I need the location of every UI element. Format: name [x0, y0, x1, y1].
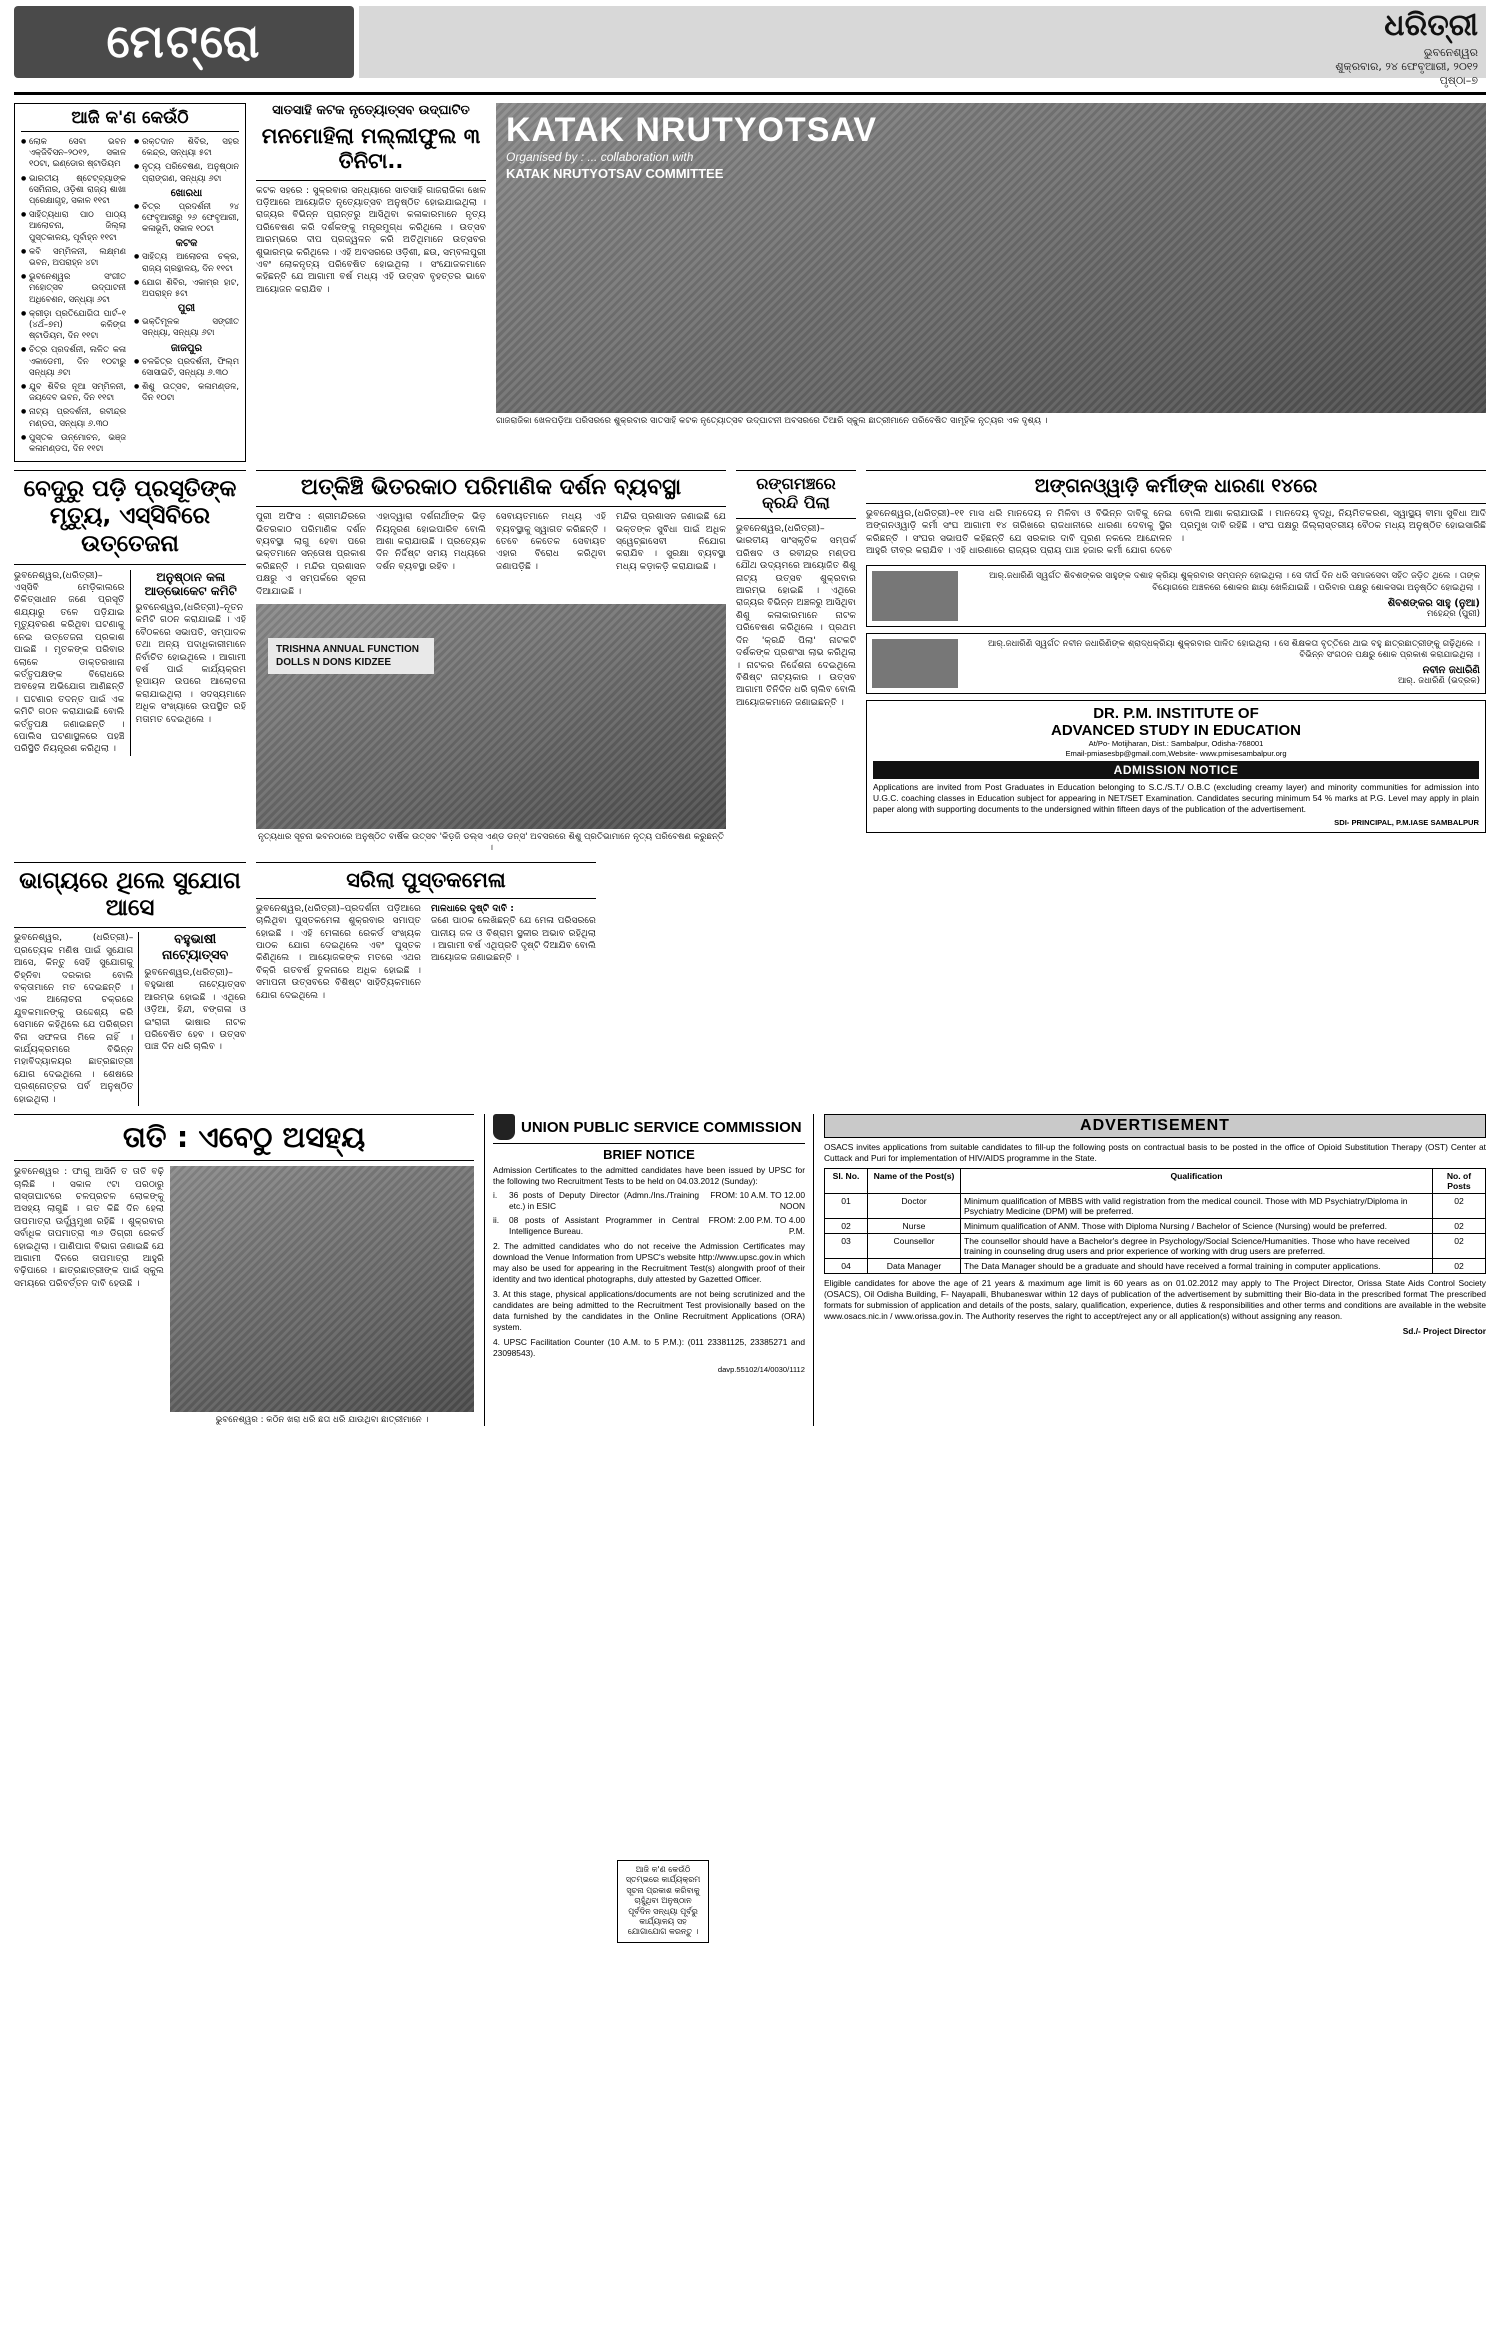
date-line: ଶୁକ୍ରବାର, ୨୪ ଫେବୃଆରୀ, ୨୦୧୨ [1335, 60, 1478, 73]
bahubhasi-headline: ବହୁଭାଷୀ ନାଟ୍ୟୋତ୍ସବ [162, 932, 229, 963]
today-item: ● ଚିତ୍ର ପ୍ରଦର୍ଶନୀ ୨୪ ଫେବୃଆରୀରୁ ୨୬ ଫେବୃଆରୀ, କଳାଭୂମି, ସକାଳ ୧୦ଟା [134, 201, 239, 235]
upsc-item [493, 1190, 805, 1212]
upsc-title: UNION PUBLIC SERVICE COMMISSION [521, 1118, 802, 1136]
pm-institute-ad [866, 700, 1486, 833]
cell-qual: The counsellor should have a Bachelor's degree in Psychology/Social Science/Humanities. Those who have received training in counseling drug users and prior experience of working with drug users are preferred. [961, 1234, 1433, 1259]
upsc-header [493, 1114, 805, 1144]
cell-posts: 02 [1433, 1194, 1486, 1219]
rangamanche-body: ଭୁବନେଶ୍ୱର,(ଧରିତ୍ରୀ)–ଭାରତୀୟ ସାଂସ୍କୃତିକ ସମ୍ପର୍କ ପରିଷଦ ଓ ରବୀନ୍ଦ୍ର ମଣ୍ଡପ ଯୌଥ ଉଦ୍ୟମରେ ଆୟୋଜିତ ଶିଶୁ ନାଟ୍ୟ ଉତ୍ସବ ଶୁକ୍ରବାର ଆରମ୍ଭ ହୋଇଛି । ଏଥିରେ ରାଜ୍ୟର ବିଭିନ୍ନ ଅଞ୍ଚଳରୁ ଆସିଥିବା ଶିଶୁ କଳାକାରମାନେ ନାଟକ ପରିବେଷଣ କରିଥିଲେ । ପ୍ରଥମ ଦିନ 'କ୍ରନ୍ଦି ପିଲା' ନାଟକଟି ଦର୍ଶକଙ୍କ ପ୍ରଶଂସା ଲାଭ କରିଥିଲା । ନାଟକର ନିର୍ଦ୍ଦେଶନା ଦେଇଥିଲେ ବିଶିଷ୍ଟ ନାଟ୍ୟକାର । ଉତ୍ସବ ଆଗାମୀ ତିନିଦିନ ଧରି ଚାଲିବ ବୋଲି ଆୟୋଜକମାନେ ଜଣାଇଛନ୍ତି । [736, 523, 856, 708]
contact-note-box [617, 1860, 709, 1943]
cell-post: Doctor [868, 1194, 961, 1219]
right-rail [866, 470, 1486, 854]
upsc-item [493, 1215, 805, 1237]
nrutyotsav-text-column [256, 103, 486, 462]
nrutyotsav-photo [496, 103, 1486, 413]
today-item: ● ଲୋକ ସେବା ଭବନ ଏକ୍‌ଜିବିସନ–୨୦୧୨, ସକାଳ ୧୦ଟା, ଇଣ୍ଡୋର ଷ୍ଟାଡିୟମ [21, 136, 126, 170]
today-item: ● ପୁସ୍ତକ ଉନ୍ମୋଚନ, ଭଞ୍ଜ କଳାମଣ୍ଡପ, ଦିନ ୧୧ଟା [21, 432, 126, 454]
tati-caption: ଭୁବନେଶ୍ୱର : କଠିନ ଖରା ଧରି ଛତା ଧରି ଯାଉଥିବା ଛାତ୍ରୀମାନେ । [215, 1415, 429, 1426]
today-column [14, 103, 246, 462]
upsc-item-time: FROM: 10 A.M. TO 12.00 NOON [710, 1190, 805, 1212]
advertisement-bar: ADVERTISEMENT [824, 1114, 1486, 1138]
upsc-item-time: FROM: 2.00 P.M. TO 4.00 P.M. [708, 1215, 805, 1237]
today-item: ● ଯୁବ ଶିବିର ନୂଆ ସମ୍ମିଳନୀ, ଜୟଦେବ ଭବନ, ଦିନ ୧୧ଟା [21, 381, 126, 403]
col-post-name: Name of the Post(s) [868, 1169, 961, 1194]
institute-body: Applications are invited from Post Graduates in Education belonging to S.C./S.T./ O.B.C (excluding creamy layer) and minority communities for admission into U.G.C. coaching classes in Education subject for appearing in NET/SET Examination. Candidates securing minimum 54 % marks at P.G. Level may apply in plain paper along with supporting documents to the undersigned within fifteen days of the publication of the advertisement. [873, 782, 1479, 815]
paper-name: ଧରିତ୍ରୀ [1384, 8, 1478, 43]
cell-posts: 02 [1433, 1219, 1486, 1234]
cell-sl: 04 [825, 1259, 868, 1274]
obituary-photo [872, 639, 958, 688]
today-item: ● ଭକ୍ତିମୂଳକ ସଙ୍ଗୀତ ସନ୍ଧ୍ୟା, ସନ୍ଧ୍ୟା ୬ଟା [134, 316, 239, 338]
atkinchi-column [256, 470, 726, 854]
obituary-text: ଆର୍‌.ଜଧାରିଣି ସ୍ୱର୍ଗତ ଶିବଶଙ୍କର ସାହୁଙ୍କ ଦଶାହ କ୍ରିୟା ଶୁକ୍ରବାର ସମ୍ପନ୍ନ ହୋଇଥିଲା । ସେ ଦୀର୍ଘ ଦିନ ଧରି ସମାଜସେବା ସହିତ ଜଡ଼ିତ ଥିଲେ । ତାଙ୍କ ବିୟୋଗରେ ଅଞ୍ଚଳରେ ଶୋକର ଛାୟା ଖେଳିଯାଇଛି । ପରିବାର ପକ୍ଷରୁ ଶୋକସଭା ଅନୁଷ୍ଠିତ ହୋଇଥିଲା । [989, 571, 1480, 593]
cell-sl: 01 [825, 1194, 868, 1219]
today-item: ● ସାହିତ୍ୟଧାରା ପାଠ ପାଠ୍ୟ ଆଲୋଚନା, ଜିଲ୍ଲା ପୁସ୍ତକାଳୟ, ପୂର୍ବାହ୍ନ ୧୧ଟା [21, 209, 126, 243]
nrutyotsav-body: କଟକ ସହରେ : ସୁକ୍ରବାର ସନ୍ଧ୍ୟାରେ ସାତସାହି ଗାଜରାଜିକା ଖେଳ ପଡ଼ିଆରେ ଆୟୋଜିତ ନୃତ୍ୟୋତ୍ସବ ଅନୁଷ୍ଠିତ ହୋଇଯାଇଥିଲା । ରାଜ୍ୟର ବିଭିନ୍ନ ପ୍ରାନ୍ତରୁ ଆସିଥିବା କଳାକାରମାନେ ନୃତ୍ୟ ପରିବେଷଣ କରି ଦର୍ଶକଙ୍କୁ ମନ୍ତ୍ରମୁଗ୍ଧ କରିଥିଲେ । ଉତ୍ସବ ଆରମ୍ଭରେ ଦୀପ ପ୍ରଜ୍ୱଳନ କରି ଅତିଥିମାନେ ଉତ୍ସବର ଶୁଭାରମ୍ଭ କରିଥିଲେ । ଏହି ଅବସରରେ ଓଡ଼ିଶୀ, ଛଉ, ସମ୍ବଲପୁରୀ ଏବଂ ଲୋକନୃତ୍ୟ ପରିବେଷିତ ହୋଇଥିଲା । ସଂଯୋଜକମାନେ କହିଛନ୍ତି ଯେ ଆଗାମୀ ବର୍ଷ ମଧ୍ୟ ଏହି ଉତ୍ସବ ବୃହତ୍ତର ଭାବେ ଆୟୋଜନ କରାଯିବ । [256, 184, 486, 295]
today-subhead: ଖୋରଧା [170, 187, 203, 199]
today-item: ● ଭୁବନେଶ୍ୱର ସଂଗୀତ ମହୋତ୍ସବ ଉଦ୍‌ଘାଟନୀ ଅଧିବେଶନ, ସନ୍ଧ୍ୟା ୬ଟା [21, 271, 126, 305]
cell-qual: The Data Manager should be a graduate and should have received a formal training in computer applications. [961, 1259, 1433, 1274]
anganwadi-body: ଭୁବନେଶ୍ୱର,(ଧରିତ୍ରୀ)–୧୧ ମାସ ଧରି ମାନଦେୟ ନ ମିଳିବା ଓ ବିଭିନ୍ନ ଦାବିକୁ ନେଇ ଅଙ୍ଗନଓ୍ୱାଡ଼ି କର୍ମୀ ସଂଘ ଆଗାମୀ ୧୪ ତାରିଖରେ ରାଜଧାନୀରେ ଧାରଣା ଦେବାକୁ ସ୍ଥିର କରିଛନ୍ତି । ସଂଘର ସଭାପତି କହିଛନ୍ତି ଯେ ସରକାର ଦାବି ପୂରଣ ନକଲେ ଆନ୍ଦୋଳନ ଆହୁରି ତୀବ୍ର କରାଯିବ । ଏହି ଧାରଣାରେ ରାଜ୍ୟର ପ୍ରାୟ ପାଞ୍ଚ ହଜାର କର୍ମୀ ଯୋଗ ଦେବେ ବୋଲି ଆଶା କରାଯାଉଛି । ମାନଦେୟ ବୃଦ୍ଧି, ନିୟମିତକରଣ, ସ୍ୱାସ୍ଥ୍ୟ ବୀମା ସୁବିଧା ଆଦି ପ୍ରମୁଖ ଦାବି ରହିଛି । ସଂଘ ପକ୍ଷରୁ ଜିଲ୍ଲାସ୍ତରୀୟ ବୈଠକ ମଧ୍ୟ ଅନୁଷ୍ଠିତ ହୋଇସାରିଛି । [866, 507, 1486, 556]
upsc-intro: Admission Certificates to the admitted candidates have been issued by UPSC for the following two Recruitment Tests to be held on 04.03.2012 (Sunday): [493, 1165, 805, 1187]
advert-table [824, 1168, 1486, 1274]
cell-post: Nurse [868, 1219, 961, 1234]
bedu-column [14, 470, 246, 854]
today-item: ● ଭାରତୀୟ ଷ୍ଟେଟ୍‌ବ୍ୟାଙ୍କ ସେମିନାର, ଓଡ଼ିଶା ରାଜ୍ୟ ଶାଖା ପ୍ରେକ୍ଷାଗୃହ, ସକାଳ ୧୧ଟା [21, 173, 126, 207]
sarila-body: ଭୁବନେଶ୍ୱର,(ଧରିତ୍ରୀ)–ପ୍ରଦର୍ଶନୀ ପଡ଼ିଆରେ ଚାଲିଥିବା ପୁସ୍ତକମେଳା ଶୁକ୍ରବାର ସମାପ୍ତ ହୋଇଛି । ଏହି ମେଳାରେ ରେକର୍ଡ ସଂଖ୍ୟକ ପାଠକ ଯୋଗ ଦେଇଥିଲେ ଏବଂ ପୁସ୍ତକ କିଣିଥିଲେ । ଆୟୋଜକଙ୍କ ମତରେ ଏଥର ବିକ୍ରି ଗତବର୍ଷ ତୁଳନାରେ ଅଧିକ ହୋଇଛି । ସମାପନୀ ଉତ୍ସବରେ ବିଶିଷ୍ଟ ସାହିତ୍ୟିକମାନେ ଯୋଗ ଦେଇଥିଲେ । [256, 902, 421, 1001]
edition-label: ଭୁବନେଶ୍ୱର [1423, 46, 1478, 59]
institute-signature: SDI- PRINCIPAL, P.M.IASE SAMBALPUR [1334, 818, 1479, 828]
top-section [14, 103, 1486, 462]
metro-logo-text: ମେଟ୍ରୋ [106, 14, 262, 68]
sarila-notice-head: ମାଳଧାରେ ଦୃଷ୍ଟି ଦାବି : [431, 902, 514, 914]
table-row [825, 1259, 1486, 1274]
kidzee-banner-text: TRISHNA ANNUAL FUNCTION DOLLS N DONS KIDZEE [268, 638, 434, 674]
institute-title-2: ADVANCED STUDY IN EDUCATION [1050, 722, 1301, 740]
cell-posts: 02 [1433, 1234, 1486, 1259]
masthead-band [359, 6, 1486, 78]
bhagya-body: ଭୁବନେଶ୍ୱର, (ଧରିତ୍ରୀ)–ପ୍ରତ୍ୟେକ ମଣିଷ ପାଇଁ ସୁଯୋଗ ଆସେ, କିନ୍ତୁ ସେହି ସୁଯୋଗକୁ ଚିହ୍ନିବା ଦରକାର ବୋଲି ବକ୍ତାମାନେ ମତ ଦେଇଛନ୍ତି । ଏକ ଆଲୋଚନା ଚକ୍ରରେ ଯୁବକମାନଙ୍କୁ ଉଦ୍ଦେଶ୍ୟ କରି ସେମାନେ କହିଥିଲେ ଯେ ପରିଶ୍ରମ ବିନା ସଫଳତା ମିଳେ ନାହିଁ । କାର୍ଯ୍ୟକ୍ରମରେ ବିଭିନ୍ନ ମହାବିଦ୍ୟାଳୟର ଛାତ୍ରଛାତ୍ରୀ ଯୋଗ ଦେଇଥିଲେ । ଶେଷରେ ପ୍ରଶ୍ନୋତ୍ତର ପର୍ବ ଅନୁଷ୍ଠିତ ହୋଇଥିଲା । [14, 932, 134, 1105]
masthead [14, 0, 1486, 95]
tati-body: ଭୁବନେଶ୍ୱର : ଫାଗୁ ଆସିନି ତ ତାତି ବଢ଼ି ଚାଲିଛି । ସକାଳ ୯ଟା ପରଠାରୁ ରାସ୍ତାଘାଟରେ ଚଳପ୍ରଚଳ ଲୋକଙ୍କୁ ଅସହ୍ୟ ଲାଗୁଛି । ଗତ କିଛି ଦିନ ହେଲା ତାପମାତ୍ରା ଊର୍ଦ୍ଧ୍ୱମୁଖୀ ରହିଛି । ଶୁକ୍ରବାର ସର୍ବାଧିକ ତାପମାତ୍ରା ୩୬ ଡିଗ୍ରୀ ରେକର୍ଡ ହୋଇଥିଲା । ପାଣିପାଗ ବିଭାଗ ଜଣାଇଛି ଯେ ଆଗାମୀ ଦିନରେ ତାପମାତ୍ରା ଆହୁରି ବଢ଼ିପାରେ । ଛାତ୍ରଛାତ୍ରୀଙ୍କ ପାଇଁ ସ୍କୁଲ ସମୟରେ ପରିବର୍ତ୍ତନ ଦାବି ହେଉଛି । [14, 1166, 164, 1289]
cell-posts: 02 [1433, 1259, 1486, 1274]
bottom-section [14, 1114, 1486, 1426]
photo-banner-title: KATAK NRUTYOTSAV [506, 111, 878, 149]
upsc-item-no: i. [493, 1190, 498, 1201]
col-no-posts: No. of Posts [1433, 1169, 1486, 1194]
upsc-subtitle: BRIEF NOTICE [603, 1147, 695, 1163]
obituary-text: ଆର୍‌.ଜଧାରିଣି ସ୍ୱର୍ଗତ ନବୀନ ଜଧାରିଣିଙ୍କ ଶ୍ରାଦ୍ଧକ୍ରିୟା ଶୁକ୍ରବାର ପାଳିତ ହୋଇଥିଲା । ସେ ଶିକ୍ଷକତା ବୃତ୍ତିରେ ଥାଇ ବହୁ ଛାତ୍ରଛାତ୍ରୀଙ୍କୁ ଗଢ଼ିଥିଲେ । ବିଭିନ୍ନ ସଂଗଠନ ପକ୍ଷରୁ ଶୋକ ପ୍ରକାଶ କରାଯାଇଥିଲା । [988, 638, 1480, 661]
kidzee-photo [256, 604, 726, 829]
bedu-body: ଭୁବନେଶ୍ୱର,(ଧରିତ୍ରୀ)–ଏସ୍‌ସିବି ମେଡ଼ିକାଲରେ ଚିକିତ୍ସାଧୀନ ଜଣେ ପ୍ରସୂତି ଶଯ୍ୟାରୁ ତଳେ ପଡ଼ିଯାଇ ମୃତ୍ୟୁବରଣ କରିଥିବା ଘଟଣାକୁ ନେଇ ଉତ୍ତେଜନା ପ୍ରକାଶ ପାଇଛି । ମୃତକଙ୍କ ପରିବାର ଲୋକେ ଡାକ୍ତରଖାନା କର୍ତ୍ତୃପକ୍ଷଙ୍କ ବିରୋଧରେ ଅବହେଳା ଅଭିଯୋଗ ଆଣିଛନ୍ତି । ଘଟଣାର ତଦନ୍ତ ପାଇଁ ଏକ କମିଟି ଗଠନ କରାଯାଇଛି ବୋଲି କର୍ତ୍ତୃପକ୍ଷ ଜଣାଇଛନ୍ତି । ପୋଲିସ ଘଟଣାସ୍ଥଳରେ ପହଞ୍ଚି ପରିସ୍ଥିତି ନିୟନ୍ତ୍ରଣ କରିଥିଲା । [14, 569, 125, 755]
institute-address: At/Po- Motijharan, Dist.: Sambalpur, Odisha-768001 [1088, 739, 1264, 749]
obituary-place: ଆର୍‌. ଜଧାରିଣି (ଭଦ୍ରକ) [1397, 676, 1480, 687]
second-band [14, 470, 1486, 854]
today-item: ● ଶିଶୁ ଉତ୍ସବ, କଳାମଣ୍ଡଳ, ଦିନ ୧୦ଟା [134, 381, 239, 403]
upsc-notice [484, 1114, 814, 1426]
photo-banner-sub: Organised by : ... collaboration with [506, 150, 694, 164]
rangamanche-headline: ରଙ୍ଗମଞ୍ଚରେ କ୍ରନ୍ଦି ପିଲା [756, 474, 836, 513]
table-row [825, 1234, 1486, 1259]
today-item: ● ଯୋଗ ଶିବିର, ଏକାମ୍ର ହାଟ, ଅପରାହ୍ନ ୫ଟା [134, 277, 239, 299]
today-item: ● ରକ୍ତଦାନ ଶିବିର, ସହର କେନ୍ଦ୍ର, ସନ୍ଧ୍ୟା ୫ଟା [134, 136, 239, 158]
bedu-headline: ବେଦୁରୁ ପଡ଼ି ପ୍ରସୂତିଙ୍କ ମୃତ୍ୟୁ, ଏସ୍‌ସିବିରେ ଉତ୍ତେଜନା [23, 476, 237, 557]
today-item: ● ନୃତ୍ୟ ପରିବେଷଣ, ଅନୁଷ୍ଠାନ ପ୍ରାଙ୍ଗଣ, ସନ୍ଧ୍ୟା ୬ଟା [134, 161, 239, 183]
metro-logo [14, 6, 354, 78]
today-subhead: ପୁରୀ [177, 303, 196, 315]
third-band [14, 862, 1486, 1106]
upsc-item-text: 36 posts of Deputy Director (Admn./Ins./Training etc.) in ESIC [509, 1190, 699, 1212]
cell-qual: Minimum qualification of ANM. Those with Diploma Nursing / Bachelor of Science (Nursing) would be preferred. [961, 1219, 1433, 1234]
obituary-name: ଶିବଶଙ୍କର ସାହୁ (ନୁଆ) [1387, 597, 1480, 609]
bahubhasi-body: ଭୁବନେଶ୍ୱର,(ଧରିତ୍ରୀ)–ବହୁଭାଷୀ ନାଟ୍ୟୋତ୍ସବ ଆରମ୍ଭ ହୋଇଛି । ଏଥିରେ ଓଡ଼ିଆ, ହିନ୍ଦୀ, ବଙ୍ଗଳା ଓ ଇଂରାଜୀ ଭାଷାର ନାଟକ ପରିବେଷିତ ହେବ । ଉତ୍ସବ ପାଞ୍ଚ ଦିନ ଧରି ଚାଲିବ । [144, 966, 246, 1053]
rangamanche-column [736, 470, 856, 854]
today-col-left [21, 136, 126, 457]
obituary-name: ନବୀନ ଜଧାରିଣି [1422, 664, 1480, 676]
upsc-item-no: ii. [493, 1215, 500, 1226]
obituary-place: ମହେନ୍ଦ୍ର (ପୁରୀ) [1427, 609, 1480, 620]
masthead-meta [1335, 46, 1478, 88]
today-col-right [134, 136, 239, 457]
institute-title: DR. P.M. INSTITUTE OF [1093, 705, 1259, 723]
page-number: ପୃଷ୍ଠା–୭ [1439, 74, 1478, 87]
advert-signature: Sd./- Project Director [1402, 1326, 1486, 1337]
cell-qual: Minimum qualification of MBBS with valid registration from the medical council. Those with MD Psychiatry/Diploma in Psychiatry Medicine (DPM) will be preferred. [961, 1194, 1433, 1219]
atkinchi-col: ଏହାଦ୍ୱାରା ଦର୍ଶନାର୍ଥୀଙ୍କ ଭିଡ଼ ନିୟନ୍ତ୍ରଣ ହୋଇପାରିବ ବୋଲି ଆଶା କରାଯାଉଛି । ପ୍ରତ୍ୟେକ ଦିନ ନିର୍ଦ୍ଦିଷ୍ଟ ସମୟ ମଧ୍ୟରେ ଦର୍ଶନ ବ୍ୟବସ୍ଥା ରହିବ । [376, 511, 486, 572]
today-subhead: କଟକ [175, 238, 198, 250]
sarila-column [256, 862, 596, 1106]
third-band-filler [606, 862, 1486, 1106]
advert-footer: Eligible candidates for above the age of 21 years & maximum age limit is 60 years as on 01.02.2012 may apply to The Project Director, Orissa State Aids Control Society (OSACS), Oil Odisha Building, F- Nayapalli, Bhubaneswar within 12 days of publication of the advertisement by submitting their Bio-data in the prescribed format The prescribed formats for submission of application and details of the posts, salary, qualification, experience, duties & responsibilities and other terms and conditions are available in the website www.osacs.nic.in / www.orissa.gov.in. The Authority reserves the right to accept/reject any or all application(s) without assigning any reason. [824, 1278, 1486, 1322]
photo-banner-sub2: KATAK NRUTYOTSAV COMMITTEE [506, 166, 724, 181]
kala-body: ଭୁବନେଶ୍ୱର,(ଧରିତ୍ରୀ)–ନୂତନ କମିଟି ଗଠନ କରାଯାଇଛି । ଏହି ବୈଠକରେ ସଭାପତି, ସମ୍ପାଦକ ତଥା ଅନ୍ୟ ପଦାଧିକାରୀମାନେ ନିର୍ବାଚିତ ହୋଇଥିଲେ । ଆଗାମୀ ବର୍ଷ ପାଇଁ କାର୍ଯ୍ୟକ୍ରମ ରୂପାୟନ ଉପରେ ଆଲୋଚନା କରାଯାଇଥିଲା । ସଦସ୍ୟମାନେ ଅଧିକ ସଂଖ୍ୟାରେ ଉପସ୍ଥିତ ରହି ମତାମତ ଦେଇଥିଲେ । [135, 601, 246, 725]
osacs-advertisement [824, 1114, 1486, 1426]
today-item: ● ନାଟ୍ୟ ପ୍ରଦର୍ଶନୀ, ରବୀନ୍ଦ୍ର ମଣ୍ଡପ, ସନ୍ଧ୍ୟା ୬.୩୦ [21, 406, 126, 428]
col-qualification: Qualification [961, 1169, 1433, 1194]
today-box [14, 103, 246, 462]
nrutyotsav-kicker: ସାତସାହି କଟକ ନୃତ୍ୟୋତ୍ସବ ଉଦ୍‌ଘାଟିତ [272, 103, 470, 118]
today-item: ● କ୍ରୀଡ଼ା ପ୍ରତିଯୋଗିତା ପାର୍ଟ–୧ (୪ର୍ଥ–୭ମ) କଳିଙ୍ଗ ଷ୍ଟାଡିୟମ, ଦିନ ୧୧ଟା [21, 308, 126, 342]
atkinchi-col: ମନ୍ଦିର ପ୍ରଶାସନ ଜଣାଇଛି ଯେ ଭକ୍ତଙ୍କ ସୁବିଧା ପାଇଁ ଅଧିକ ସ୍ୱେଚ୍ଛାସେବୀ ନିଯୋଗ କରାଯିବ । ସୁରକ୍ଷା ବ୍ୟବସ୍ଥା ମଧ୍ୟ କଡ଼ାକଡ଼ି କରାଯାଇଛି । [616, 511, 726, 572]
anganwadi-headline: ଅଙ୍ଗନଓ୍ୱାଡ଼ି କର୍ମୀଙ୍କ ଧାରଣା ୧୪ରେ [1034, 475, 1318, 498]
admission-notice-bar: ADMISSION NOTICE [873, 761, 1479, 779]
tati-column [14, 1114, 474, 1426]
today-item: ● କବି ସମ୍ମିଳନୀ, ଲକ୍ଷ୍ମଣ ଭବନ, ଅପରାହ୍ନ ୪ଟା [21, 246, 126, 268]
institute-contact: Email-pmiasesbp@gmail.com,Website- www.pmisesambalpur.org [1065, 748, 1287, 758]
emblem-icon [493, 1114, 515, 1140]
contact-note-text: ଆଜି କ'ଣ କେଉଁଠି ସ୍ତମ୍ଭରେ କାର୍ଯ୍ୟକ୍ରମ ସୂଚନା ପ୍ରକାଶ କରିବାକୁ ଚାହୁଁଥିବା ଅନୁଷ୍ଠାନ ପୂର୍ବଦିନ ସନ୍ଧ୍ୟା ପୂର୍ବରୁ କାର୍ଯ୍ୟାଳୟ ସହ ଯୋଗାଯୋଗ କରନ୍ତୁ । [625, 1865, 701, 1937]
advert-intro: OSACS invites applications from suitable candidates to fill-up the following posts on contractual basis to be posted in the office of Opioid Substitution Therapy (OST) Center at Cuttack and Puri for implementation of HIV/AIDS programme in the State. [824, 1142, 1486, 1164]
obituary-photo [872, 571, 958, 620]
table-header-row [825, 1169, 1486, 1194]
today-subhead: ଜାଜପୁର [170, 342, 203, 354]
today-item: ● ଚଳଚ୍ଚିତ୍ର ପ୍ରଦର୍ଶନୀ, ଫିଲ୍ମ ସୋସାଇଟି, ସନ୍ଧ୍ୟା ୬.୩୦ [134, 356, 239, 378]
atkinchi-col: ପୁରୀ ଅଫିସ : ଶ୍ରୀମନ୍ଦିରରେ ଭିତରକାଠ ପରିମାଣିକ ଦର୍ଶନ ବ୍ୟବସ୍ଥା ଲାଗୁ ହେବା ପରେ ଭକ୍ତମାନେ ସନ୍ତୋଷ ପ୍ରକାଶ କରିଛନ୍ତି । ମନ୍ଦିର ପ୍ରଶାସନ ପକ୍ଷରୁ ଏ ସମ୍ପର୍କରେ ସୂଚନା ଦିଆଯାଇଛି । [256, 511, 366, 597]
nrutyotsav-photo-column [496, 103, 1486, 462]
kidzee-caption: ନୃତ୍ୟଧାର ସୂଚନା ଭବନଠାରେ ଅନୁଷ୍ଠିତ ବାର୍ଷିକ ଉତ୍ସବ 'କିଡ଼ଜି ଡଲ୍‌ସ ଏଣ୍ଡ ଡନ୍‌ସ' ଅବସରରେ ଶିଶୁ ପ୍ରତିଭାମାନେ ନୃତ୍ୟ ପରିବେଷଣ କରୁଛନ୍ତି । [257, 832, 725, 854]
cell-post: Data Manager [868, 1259, 961, 1274]
upsc-para-3: 3. At this stage, physical applications/documents are not being scrutinized and the candidates are being admitted to the Recruitment Test provisionally based on the data furnished by the candidates in the Online Recruitment Applications (ORA) system. [493, 1289, 805, 1333]
cell-sl: 03 [825, 1234, 868, 1259]
cell-sl: 02 [825, 1219, 868, 1234]
upsc-para-2: 2. The admitted candidates who do not receive the Admission Certificates may download the Venue Information from UPSC's website http://www.upsc.gov.in which may also be used for appearing in the Recruitment Test(s) alongwith proof of their identity and two identical photographs, duly attested by Gazetted Officer. [493, 1241, 805, 1285]
cell-post: Counsellor [868, 1234, 961, 1259]
upsc-para-4: 4. UPSC Facilitation Counter (10 A.M. to 5 P.M.): (011 23381125, 23385271 and 23098543). [493, 1337, 805, 1359]
bhagya-column [14, 862, 246, 1106]
upsc-davp-code: davp.55102/14/0030/1112 [717, 1365, 805, 1375]
atkinchi-col: ସେବାୟତମାନେ ମଧ୍ୟ ଏହି ବ୍ୟବସ୍ଥାକୁ ସ୍ୱାଗତ କରିଛନ୍ତି । ତେବେ କେତେକ ସେବାୟତ ଏହାର ବିରୋଧ କରିଥିବା ଜଣାପଡ଼ିଛି । [496, 511, 606, 572]
col-sl-no: Sl. No. [825, 1169, 868, 1194]
sarila-notice-body: ଜଣେ ପାଠକ ଲେଖିଛନ୍ତି ଯେ ମେଳା ପରିସରରେ ପାନୀୟ ଜଳ ଓ ବିଶ୍ରାମ ସ୍ଥଳୀର ଅଭାବ ରହିଥିଲା । ଆଗାମୀ ବର୍ଷ ଏଥିପ୍ରତି ଦୃଷ୍ଟି ଦିଆଯିବ ବୋଲି ଆୟୋଜକ ଜଣାଇଛନ୍ତି । [431, 915, 596, 964]
upsc-item-text: 08 posts of Assistant Programmer in Central Intelligence Bureau. [509, 1215, 699, 1237]
today-item: ● ସାହିତ୍ୟ ଆଲୋଚନା ଚକ୍ର, ରାଜ୍ୟ ଗ୍ରନ୍ଥାଳୟ, ଦିନ ୧୧ଟା [134, 251, 239, 273]
nrutyotsav-caption: ଗାଜରାଜିକା ଖେଳପଡ଼ିଆ ପରିସରରେ ଶୁକ୍ରବାର ସାତସାହି କଟକ ନୃତ୍ୟୋତ୍ସବ ଉଦ୍‌ଘାଟନୀ ଅବସରରେ ତିଆରି ସ୍କୁଲ ଛାତ୍ରୀମାନେ ପରିବେଷିତ ସାମୂହିକ ନୃତ୍ୟର ଏକ ଦୃଶ୍ୟ । [496, 416, 1048, 426]
obituary-card [866, 633, 1486, 694]
obituary-card [866, 565, 1486, 626]
table-row [825, 1219, 1486, 1234]
today-box-title: ଆଜି କ'ଣ କେଉଁଠି [21, 108, 239, 132]
nrutyotsav-headline: ମନମୋହିଲା ମଲ୍ଲୀଫୁଲ ୩ ତିନିଟା.. [261, 124, 481, 173]
tati-headline: ତାତି : ଏବେଠୁ ଅସହ୍ୟ [122, 1120, 366, 1155]
today-item: ● ଚିତ୍ର ପ୍ରଦର୍ଶନୀ, ଲଳିତ କଳା ଏକାଡେମୀ, ଦିନ ୧୦ଟାରୁ ସନ୍ଧ୍ୟା ୬ଟା [21, 344, 126, 378]
kala-headline: ଅନୁଷ୍ଠାନ କଳା ଆଡ୍‌ଭୋକେଟ କମିଟି [144, 569, 237, 598]
sarila-headline: ସରିଲା ପୁସ୍ତକମେଳା [346, 868, 506, 893]
tati-photo [170, 1166, 474, 1412]
bhagya-headline: ଭାଗ୍ୟରେ ଥିଲେ ସୁଯୋଗ ଆସେ [19, 868, 241, 922]
atkinchi-headline: ଅତ୍‌କିଞ୍ଚି ଭିତରକାଠ ପରିମାଣିକ ଦର୍ଶନ ବ୍ୟବସ୍ଥା [300, 475, 682, 501]
table-row [825, 1194, 1486, 1219]
